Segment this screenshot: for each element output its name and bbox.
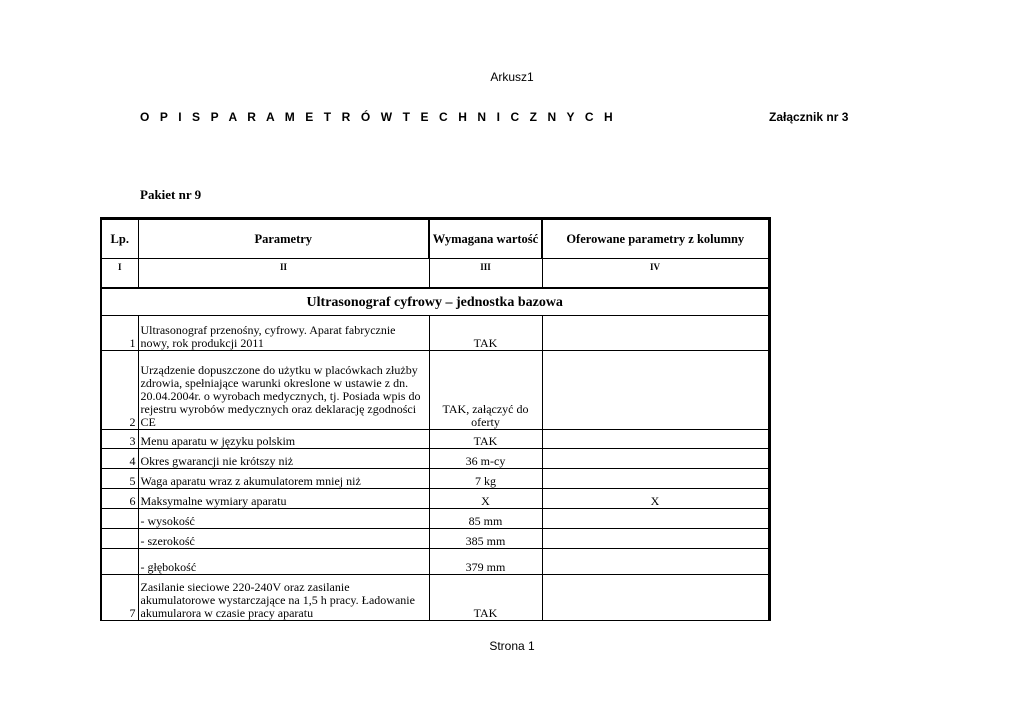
header-parametry: Parametry <box>138 219 429 259</box>
row-offered-value[interactable] <box>542 529 769 549</box>
table-header-row <box>101 219 769 259</box>
package-label: Pakiet nr 9 <box>140 187 202 202</box>
table-row <box>101 489 769 509</box>
row-required-value: X <box>429 489 542 509</box>
table-row <box>101 430 769 449</box>
column-number: IV <box>542 259 769 289</box>
table-row <box>101 469 769 489</box>
row-offered-value[interactable] <box>542 549 769 575</box>
row-param: Zasilanie sieciowe 220-240V oraz zasilanie akumulatorowe wystarczające na 1,5 h pracy. Ładowanie akumularora w czasie pracy aparatu <box>138 575 429 621</box>
row-required-value: TAK <box>429 316 542 351</box>
row-param: Menu aparatu w języku polskim <box>138 430 429 449</box>
row-required-value: 379 mm <box>429 549 542 575</box>
column-number: III <box>429 259 542 289</box>
page-footer: Strona 1 <box>489 639 535 653</box>
row-offered-value[interactable]: X <box>542 489 769 509</box>
row-offered-value[interactable] <box>542 351 769 430</box>
row-lp: 5 <box>101 469 138 489</box>
row-param: Maksymalne wymiary aparatu <box>138 489 429 509</box>
row-lp: 2 <box>101 351 138 430</box>
header-wymagana-wartosc: Wymagana wartość <box>429 219 542 259</box>
table-row <box>101 575 769 621</box>
row-offered-value[interactable] <box>542 469 769 489</box>
row-lp: 7 <box>101 575 138 621</box>
row-lp <box>101 509 138 529</box>
row-required-value: 385 mm <box>429 529 542 549</box>
section-row <box>101 288 769 316</box>
document-title: O P I S P A R A M E T R Ó W T E C H N I C Z N Y C H <box>140 110 617 124</box>
row-param: Ultrasonograf przenośny, cyfrowy. Aparat fabrycznie nowy, rok produkcji 2011 <box>138 316 429 351</box>
column-number: I <box>101 259 138 289</box>
header-lp: Lp. <box>101 219 138 259</box>
row-required-value: TAK, załączyć do oferty <box>429 351 542 430</box>
row-offered-value[interactable] <box>542 509 769 529</box>
row-required-value: 85 mm <box>429 509 542 529</box>
row-lp: 1 <box>101 316 138 351</box>
row-lp: 6 <box>101 489 138 509</box>
row-lp: 3 <box>101 430 138 449</box>
row-lp: 4 <box>101 449 138 469</box>
column-number: II <box>138 259 429 289</box>
row-offered-value[interactable] <box>542 430 769 449</box>
table-row <box>101 509 769 529</box>
section-title: Ultrasonograf cyfrowy – jednostka bazowa <box>101 288 769 316</box>
table-row <box>101 316 769 351</box>
row-lp <box>101 549 138 575</box>
sheet-name: Arkusz1 <box>490 70 534 84</box>
annex-label: Załącznik nr 3 <box>769 110 849 124</box>
column-numbering-row <box>101 259 769 289</box>
row-lp <box>101 529 138 549</box>
row-param: - wysokość <box>138 509 429 529</box>
parameters-table <box>100 217 771 621</box>
row-required-value: 7 kg <box>429 469 542 489</box>
row-param: - szerokość <box>138 529 429 549</box>
header-oferowane-parametry: Oferowane parametry z kolumny <box>542 219 769 259</box>
row-required-value: TAK <box>429 575 542 621</box>
row-required-value: TAK <box>429 430 542 449</box>
row-required-value: 36 m-cy <box>429 449 542 469</box>
row-offered-value[interactable] <box>542 575 769 621</box>
table-row <box>101 529 769 549</box>
table-row <box>101 351 769 430</box>
row-param: Okres gwarancji nie krótszy niż <box>138 449 429 469</box>
row-param: - głębokość <box>138 549 429 575</box>
row-param: Urządzenie dopuszczone do użytku w placówkach złużby zdrowia, spełniające warunki okreslone w ustawie z dn. 20.04.2004r. o wyrobach medycznych, tj. Posiada wpis do rejestru wyrobów medycznych oraz deklarację zgodności CE <box>138 351 429 430</box>
row-offered-value[interactable] <box>542 316 769 351</box>
table-row <box>101 449 769 469</box>
row-param: Waga aparatu wraz z akumulatorem mniej niż <box>138 469 429 489</box>
row-offered-value[interactable] <box>542 449 769 469</box>
table-row <box>101 549 769 575</box>
